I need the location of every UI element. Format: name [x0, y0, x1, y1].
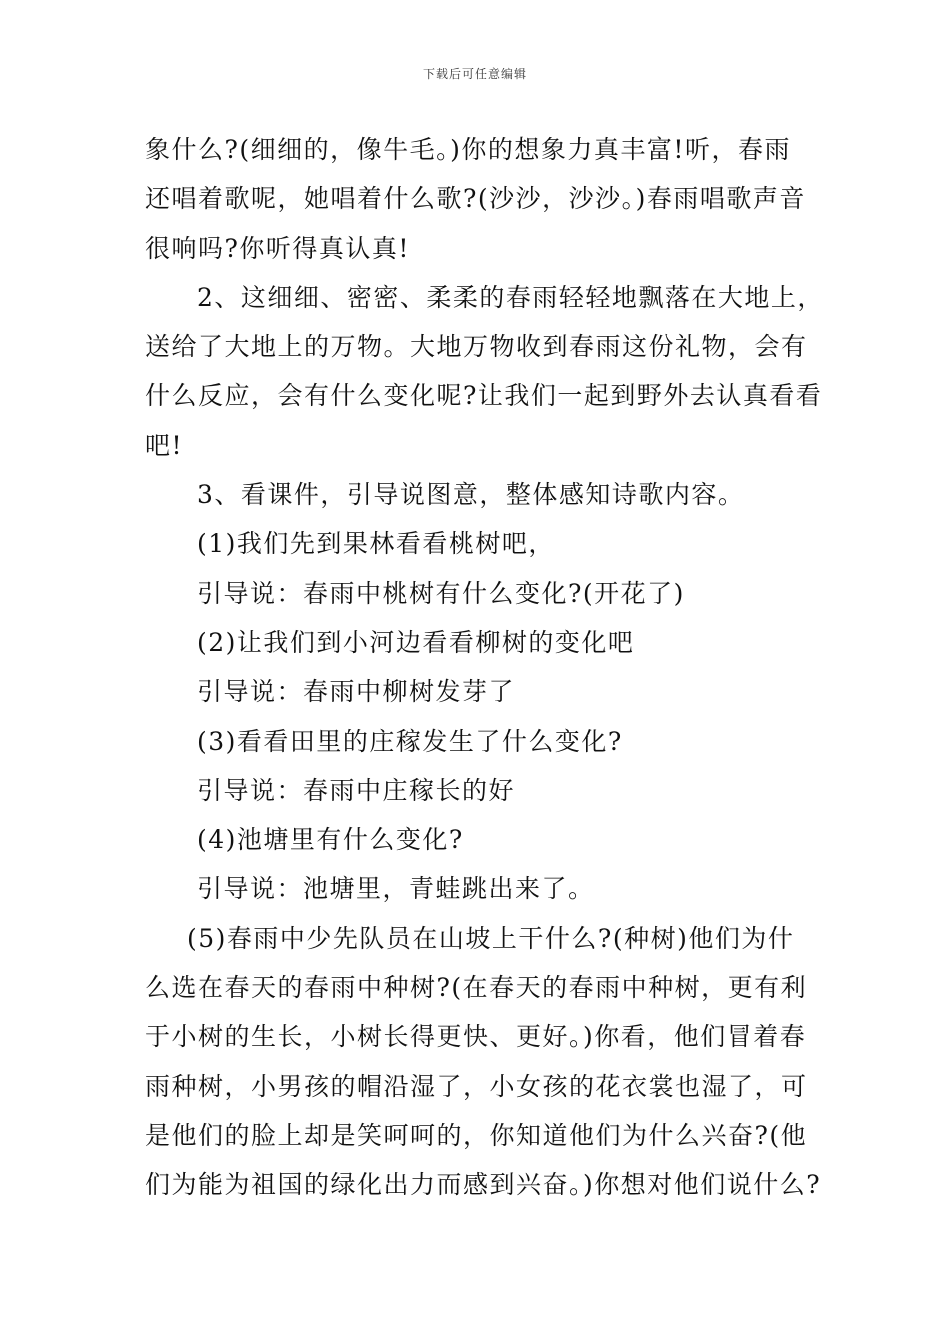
paragraph-2 — [145, 273, 825, 470]
text-line: (5)春雨中少先队员在山坡上干什么?(种树)他们为什 — [187, 923, 795, 953]
text-line: 吧! — [145, 430, 184, 460]
paragraph-7: 引导说：春雨中柳树发芽了 — [197, 677, 516, 707]
text-line: 雨种树，小男孩的帽沿湿了，小女孩的花衣裳也湿了，可 — [145, 1071, 808, 1101]
paragraph-1 — [145, 125, 825, 273]
text-line: 2、这细细、密密、柔柔的春雨轻轻地飘落在大地上， — [197, 282, 824, 312]
paragraph-8: (3)看看田里的庄稼发生了什么变化? — [197, 726, 623, 756]
document-body — [145, 125, 825, 1210]
text-line: 们为能为祖国的绿化出力而感到兴奋。)你想对他们说什么? — [145, 1170, 822, 1200]
paragraph-6: (2)让我们到小河边看看柳树的变化吧 — [197, 627, 635, 657]
page-header: 下载后可任意编辑 — [422, 67, 527, 81]
paragraph-12 — [145, 914, 825, 1210]
text-line: 么选在春天的春雨中种树?(在春天的春雨中种树，更有利 — [145, 973, 808, 1003]
text-line: 什么反应，会有什么变化呢?让我们一起到野外去认真看看 — [145, 381, 823, 411]
paragraph-5: 引导说：春雨中桃树有什么变化?(开花了) — [197, 578, 685, 608]
paragraph-4: (1)我们先到果林看看桃树吧， — [197, 529, 555, 559]
paragraph-3: 3、看课件，引导说图意，整体感知诗歌内容。 — [197, 480, 745, 510]
text-line: 是他们的脸上却是笑呵呵的，你知道他们为什么兴奋?(他 — [145, 1120, 808, 1150]
text-line: 很响吗?你听得真认真! — [145, 233, 410, 263]
text-line: 象什么?(细细的，像牛毛。)你的想象力真丰富!听，春雨 — [145, 135, 791, 164]
text-line: 还唱着歌呢，她唱着什么歌?(沙沙，沙沙。)春雨唱歌声音 — [145, 184, 806, 214]
paragraph-11: 引导说：池塘里，青蛙跳出来了。 — [197, 874, 595, 904]
text-line: 于小树的生长，小树长得更快、更好。)你看，他们冒着春 — [145, 1022, 807, 1052]
paragraph-10: (4)池塘里有什么变化? — [197, 825, 464, 855]
paragraph-9: 引导说：春雨中庄稼长的好 — [197, 775, 516, 805]
text-line: 送给了大地上的万物。大地万物收到春雨这份礼物，会有 — [145, 332, 808, 362]
